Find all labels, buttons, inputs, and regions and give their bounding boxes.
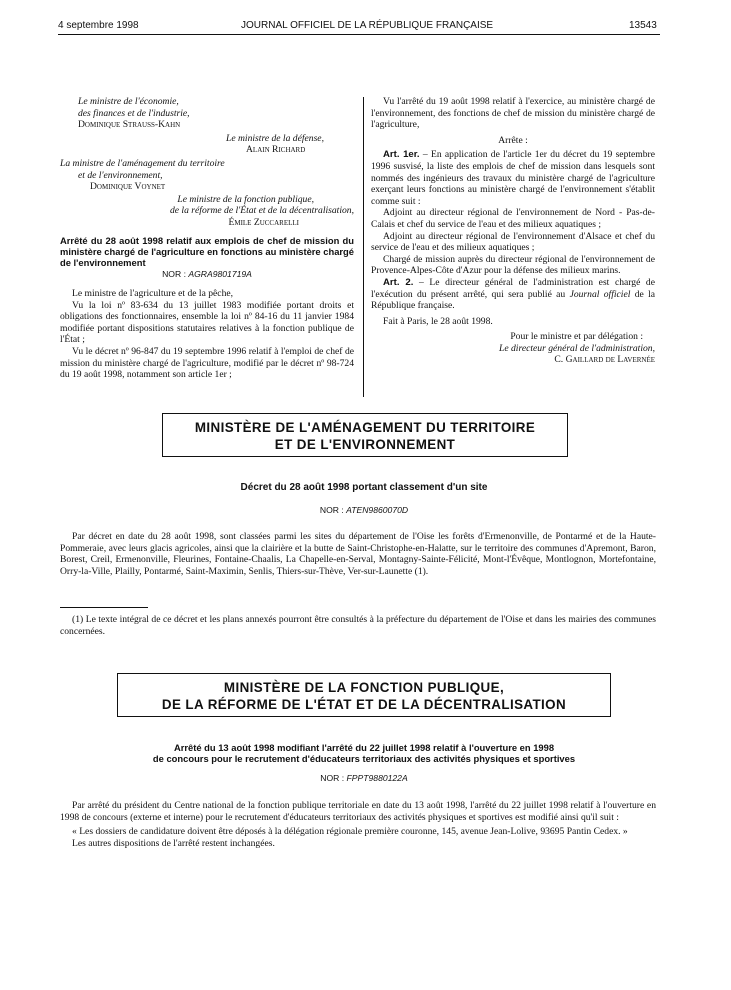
arrete-title-line: de concours pour le recrutement d'éducateurs territoriaux des activités physiques et sportives bbox=[152, 753, 576, 765]
nor-code: FPPT9880122A bbox=[346, 773, 408, 783]
signature-name: C. Gaillard de Lavernée bbox=[554, 354, 655, 366]
article-text: – En application de l'article 1er du décret du 19 septembre 1996 susvisé, la liste des emplois de chef de mission dans lesquels sont nommés des ingénieurs des travaux du ministère chargé de l'agriculture exerçant leurs fonctions au ministère chargé de l'environnement s'établit comme suit : bbox=[371, 149, 655, 207]
header-page-number: 13543 bbox=[629, 20, 657, 31]
arrete-title: Arrêté du 28 août 1998 relatif aux emplois de chef de mission du ministère chargé de l'agriculture en fonctions au ministère chargé de l'environnement bbox=[60, 234, 354, 269]
footnote: (1) Le texte intégral de ce décret et les plans annexés pourront être consultés à la préfecture du département de l'Oise et dans les mairies des communes concernées. bbox=[60, 614, 656, 637]
paragraph: Par arrêté du président du Centre national de la fonction publique territoriale en date du 13 août 1998, l'arrêté du 22 juillet 1998 relatif à l'ouverture en 1998 de concours (externe et interne) pour le recrutement d'éducateurs territoriaux des activités physiques et sportives est modifié ainsi qu'il suit : bbox=[60, 800, 656, 823]
signature-defense bbox=[60, 133, 354, 156]
signature-name: Dominique Strauss-Kahn bbox=[78, 119, 181, 131]
ministry-heading-line: MINISTÈRE DE LA FONCTION PUBLIQUE, bbox=[223, 680, 505, 695]
header-rule bbox=[58, 34, 660, 35]
signature-name: Dominique Voynet bbox=[90, 181, 166, 193]
fait-a-paris: Fait à Paris, le 28 août 1998. bbox=[383, 315, 493, 327]
nor-label: NOR : bbox=[320, 773, 345, 783]
signature-title: et de l'environnement, bbox=[78, 169, 163, 181]
paragraph: Le ministre de l'agriculture et de la pêche, bbox=[72, 288, 234, 300]
nor-line bbox=[60, 773, 668, 783]
ministry-heading-line: MINISTÈRE DE L'AMÉNAGEMENT DU TERRITOIRE bbox=[194, 420, 536, 435]
list-item: Adjoint au directeur régional de l'environnement de Nord - Pas-de-Calais et chef du service de l'eau et des milieux aquatiques ; bbox=[371, 207, 655, 230]
signature-name: Alain Richard bbox=[246, 144, 306, 156]
nor-label: NOR : bbox=[162, 269, 186, 280]
signature-name: Émile Zuccarelli bbox=[228, 216, 299, 228]
left-column bbox=[60, 96, 354, 381]
paragraph: Vu la loi nº 83-634 du 13 juillet 1983 modifiée portant droits et obligations des fonctionnaires, ensemble la loi nº 84-16 du 11 janvier 1984 modifiée portant dispositions statutaires relatives à la fonction publique de l'État ; bbox=[60, 299, 354, 346]
signature-economie bbox=[60, 96, 354, 131]
signature-title: Le ministre de la fonction publique, bbox=[177, 193, 314, 205]
article-text: de la République française. bbox=[371, 288, 656, 312]
nor-code: AGRA9801719A bbox=[188, 269, 252, 280]
signature-environnement bbox=[60, 158, 354, 193]
article-label: Art. 1er. bbox=[383, 149, 420, 161]
arrete-title bbox=[60, 742, 668, 765]
signature-title: Le ministre de l'économie, bbox=[78, 96, 179, 107]
header-date: 4 septembre 1998 bbox=[58, 20, 139, 31]
column-divider bbox=[363, 97, 364, 397]
header-journal: JOURNAL OFFICIEL DE LA RÉPUBLIQUE FRANÇAISE bbox=[241, 20, 494, 31]
signature-delegation bbox=[371, 331, 655, 366]
arrete-body bbox=[60, 800, 656, 849]
nor-line bbox=[60, 269, 354, 281]
paragraph: Vu l'arrêté du 19 août 1998 relatif à l'exercice, au ministère chargé de l'environnement, des fonctions de chef de mission du ministère chargé de l'agriculture, bbox=[371, 96, 655, 131]
article-1 bbox=[371, 149, 655, 207]
journal-officiel: Journal officiel bbox=[569, 288, 631, 300]
signature-title: Le ministre de la défense, bbox=[226, 132, 324, 144]
quote: « Les dossiers de candidature doivent être déposés à la délégation régionale première couronne, 145, avenue Jean-Lolive, 93695 Pantin Cedex. » bbox=[72, 826, 628, 838]
article-text: – Le directeur général de l'administration est chargé de l'exécution du présent arrêté, qui sera publié au bbox=[371, 276, 655, 300]
list-item: Chargé de mission auprès du directeur régional de l'environnement de Provence-Alpes-Côte d'Azur pour la défense des milieux marins. bbox=[371, 253, 655, 277]
decret-body: Par décret en date du 28 août 1998, sont classées parmi les sites du département de l'Oise les forêts d'Ermenonville, de Pontarmé et de la Haute-Pommeraie, avec leurs glacis agricoles, ainsi que la clairière et la butte de Saint-Christophe-en-Halatte, sur le territoire des communes d'Apremont, Baron, Borest, Creil, Ermenonville, Fleurines, Fontaine-Chaalis, La Chapelle-en-Serval, Montagny-Sainte-Félicité, Mont-l'Évêque, Montlognon, Mortefontaine, Orry-la-Ville, Plailly, Pontarmé, Saint-Maximin, Senlis, Thiers-sur-Thève, Ver-sur-Launette (1). bbox=[60, 531, 656, 577]
list-item: Adjoint au directeur régional de l'environnement d'Alsace et chef du service de l'eau et des milieux aquatiques ; bbox=[371, 230, 655, 254]
article-label: Art. 2. bbox=[383, 276, 414, 288]
ministry-heading-box bbox=[162, 413, 568, 457]
signature-pour: Pour le ministre et par délégation : bbox=[510, 331, 643, 343]
article-2 bbox=[371, 277, 655, 312]
footnote-rule bbox=[60, 607, 148, 608]
right-column bbox=[371, 96, 655, 366]
nor-label: NOR : bbox=[319, 505, 344, 515]
signature-title: La ministre de l'aménagement du territoire bbox=[60, 157, 225, 169]
signature-title: de la réforme de l'État et de la décentralisation, bbox=[169, 205, 354, 217]
ministry-heading-line: ET DE L'ENVIRONNEMENT bbox=[274, 437, 456, 452]
ministry-heading-line: DE LA RÉFORME DE L'ÉTAT ET DE LA DÉCENTRALISATION bbox=[161, 697, 567, 712]
paragraph: Vu le décret nº 96-847 du 19 septembre 1996 relatif à l'emploi de chef de mission du ministère chargé de l'agriculture, modifié par le décret nº 98-724 du 19 août 1998, notamment son article 1er ; bbox=[60, 345, 354, 381]
arrete-title-line: Arrêté du 13 août 1998 modifiant l'arrêté du 22 juillet 1998 relatif à l'ouverture en 1998 bbox=[173, 742, 555, 753]
nor-line bbox=[60, 505, 668, 515]
nor-code: ATEN9860070D bbox=[346, 505, 409, 515]
signature-title: Le directeur général de l'administration, bbox=[499, 342, 655, 354]
signature-fonction-publique bbox=[60, 194, 354, 229]
paragraph: Les autres dispositions de l'arrêté restent inchangées. bbox=[72, 837, 275, 849]
arrete-label: Arrête : bbox=[498, 134, 528, 146]
signature-title: des finances et de l'industrie, bbox=[78, 107, 190, 119]
ministry-heading-box bbox=[117, 673, 611, 717]
decret-title: Décret du 28 août 1998 portant classement d'un site bbox=[240, 482, 488, 493]
